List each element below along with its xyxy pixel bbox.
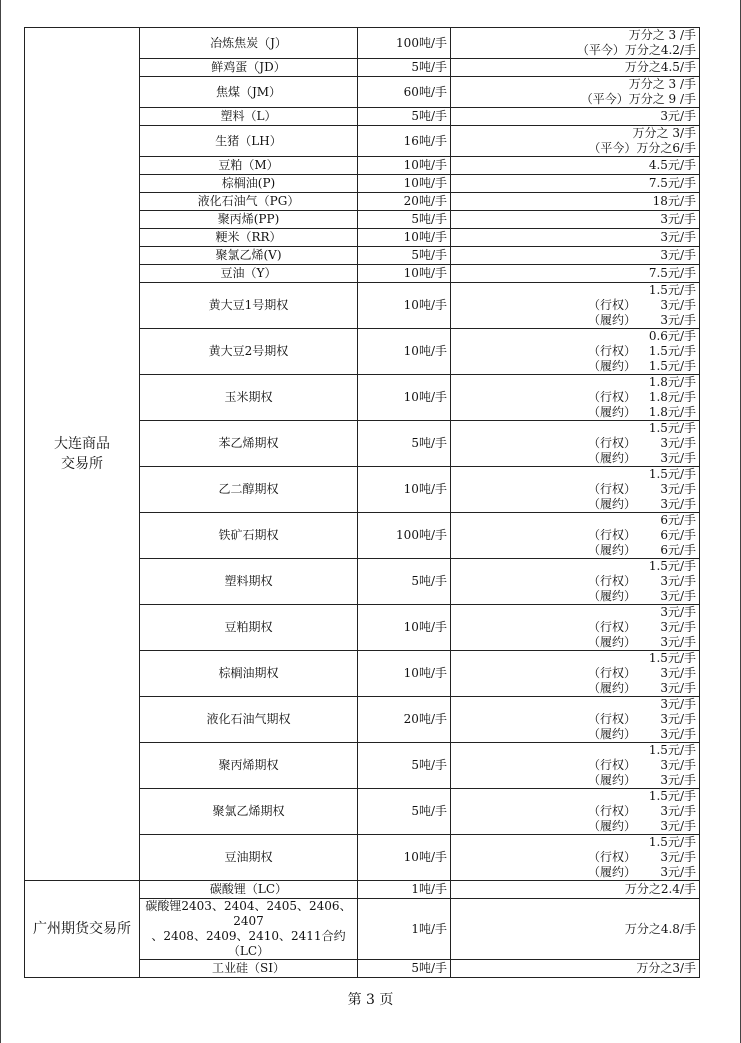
- fee-label: （履约）: [587, 819, 636, 833]
- fee-value: 1.5元/手: [648, 421, 696, 435]
- fee-value: 3元/手: [660, 712, 696, 726]
- fee-line: [451, 212, 696, 227]
- fee-line: [451, 482, 696, 497]
- fee-label: [451, 697, 646, 712]
- contract-name: [140, 265, 358, 283]
- table-row: [25, 881, 700, 899]
- table-row: [25, 28, 700, 59]
- fee-value: 1.5元/手: [648, 559, 696, 573]
- trading-unit: 5吨/手: [358, 960, 451, 978]
- trading-unit: 5吨/手: [358, 247, 451, 265]
- contract-name: [140, 421, 358, 467]
- contract-name-line: 工业硅（SI）: [212, 961, 285, 975]
- trading-unit: 10吨/手: [358, 329, 451, 375]
- fee-label: （履约）: [587, 359, 636, 373]
- fee-value: 1.5元/手: [648, 344, 696, 358]
- fee-line: [451, 835, 696, 850]
- fee-cell: [451, 743, 700, 789]
- fee-line: [451, 819, 696, 834]
- trading-unit: 10吨/手: [358, 375, 451, 421]
- contract-name: [140, 193, 358, 211]
- fee-label: [451, 559, 646, 574]
- fee-label: [451, 651, 646, 666]
- fee-cell: [451, 421, 700, 467]
- fee-label: （行权）: [587, 758, 636, 772]
- fee-line: [451, 882, 696, 897]
- fee-cell: [451, 881, 700, 899]
- fee-value: （平今）万分之6/手: [588, 141, 696, 155]
- fee-value: 3元/手: [660, 865, 696, 879]
- fee-line: [451, 158, 696, 173]
- fee-cell: [451, 59, 700, 77]
- fee-label: （行权）: [587, 390, 636, 404]
- fee-line: [451, 28, 696, 43]
- fee-value: 1.8元/手: [648, 405, 696, 419]
- fee-line: [451, 390, 696, 405]
- fee-line: [451, 329, 696, 344]
- fee-line: [451, 559, 696, 574]
- fee-value: 3元/手: [660, 482, 696, 496]
- fee-line: [451, 375, 696, 390]
- fee-cell: [451, 513, 700, 559]
- fee-label: [451, 43, 577, 58]
- fee-label: [451, 743, 646, 758]
- fee-cell: [451, 697, 700, 743]
- fee-value: 3元/手: [660, 230, 696, 244]
- contract-name-line: 液化石油气（PG）: [197, 194, 300, 208]
- trading-unit: 10吨/手: [358, 175, 451, 193]
- trading-unit: 10吨/手: [358, 651, 451, 697]
- contract-name-line: 塑料（L）: [220, 109, 277, 123]
- fee-label: [451, 922, 625, 937]
- contract-name: [140, 247, 358, 265]
- fee-value: 3元/手: [660, 436, 696, 450]
- fee-cell: [451, 329, 700, 375]
- fee-line: [451, 850, 696, 865]
- fee-value: 1.5元/手: [648, 359, 696, 373]
- fee-value: 3元/手: [660, 681, 696, 695]
- fee-label: [451, 212, 646, 227]
- fee-value: 3元/手: [660, 248, 696, 262]
- fee-label: （履约）: [587, 451, 636, 465]
- fee-label: [451, 375, 646, 390]
- fee-line: [451, 528, 696, 543]
- contract-name: [140, 375, 358, 421]
- fee-label: （履约）: [587, 589, 636, 603]
- contract-name-line: 液化石油气期权: [206, 712, 291, 726]
- fee-line: [451, 620, 696, 635]
- fee-cell: [451, 126, 700, 157]
- contract-name: [140, 513, 358, 559]
- fee-value: 万分之 3 /手: [628, 28, 696, 42]
- fee-cell: [451, 651, 700, 697]
- contract-name-line: 乙二醇期权: [218, 482, 279, 496]
- fee-line: [451, 804, 696, 819]
- fee-line: [451, 712, 696, 727]
- page-number: 第 3 页: [347, 992, 394, 1008]
- fee-value: 1.5元/手: [648, 283, 696, 297]
- trading-unit: 5吨/手: [358, 559, 451, 605]
- fee-value: 3元/手: [660, 850, 696, 864]
- fee-cell: [451, 229, 700, 247]
- fee-value: 3元/手: [660, 697, 696, 711]
- fee-label: （履约）: [587, 865, 636, 879]
- fee-value: 6元/手: [660, 513, 696, 527]
- fee-line: [451, 313, 696, 328]
- trading-unit: 1吨/手: [358, 881, 451, 899]
- fee-value: 1.5元/手: [648, 835, 696, 849]
- contract-name-line: 黄大豆2号期权: [208, 344, 289, 358]
- fee-line: [451, 497, 696, 512]
- fee-value: 1.8元/手: [648, 390, 696, 404]
- fee-cell: [451, 283, 700, 329]
- fee-line: [451, 344, 696, 359]
- contract-name: [140, 59, 358, 77]
- fee-label: （行权）: [587, 482, 636, 496]
- fee-value: 万分之3/手: [636, 961, 696, 975]
- fee-line: [451, 758, 696, 773]
- fee-cell: [451, 375, 700, 421]
- fee-line: [451, 109, 696, 124]
- contract-name-line: 生猪（LH）: [215, 133, 282, 148]
- fee-value: 3元/手: [660, 666, 696, 680]
- fee-value: 3元/手: [660, 804, 696, 818]
- contract-name: [140, 283, 358, 329]
- trading-unit: 10吨/手: [358, 229, 451, 247]
- fee-label: [451, 126, 633, 141]
- fee-value: 万分之 3/手: [632, 126, 696, 140]
- exchange-cell: [25, 28, 140, 881]
- fee-value: 3元/手: [660, 497, 696, 511]
- trading-unit: 10吨/手: [358, 265, 451, 283]
- fee-line: [451, 727, 696, 742]
- fee-line: [451, 543, 696, 558]
- fee-line: [451, 230, 696, 245]
- fee-value: 3元/手: [660, 758, 696, 772]
- fee-value: 3元/手: [660, 727, 696, 741]
- fee-label: （行权）: [587, 666, 636, 680]
- fee-label: [451, 882, 625, 897]
- contract-name-line: 豆粕期权: [224, 620, 273, 634]
- fee-cell: [451, 28, 700, 59]
- fee-value: 3元/手: [660, 574, 696, 588]
- fee-label: [451, 248, 646, 263]
- contract-name-line: 碳酸锂2403、2404、2405、2406、2407: [145, 899, 352, 928]
- fee-label: （行权）: [587, 344, 636, 358]
- page-border-left: [0, 0, 1, 1043]
- fee-label: （行权）: [587, 804, 636, 818]
- fee-table: [24, 27, 700, 978]
- fee-cell: [451, 211, 700, 229]
- trading-unit: 10吨/手: [358, 605, 451, 651]
- fee-line: [451, 405, 696, 420]
- fee-label: [451, 141, 588, 156]
- fee-cell: [451, 265, 700, 283]
- fee-label: [451, 513, 646, 528]
- fee-label: （行权）: [587, 850, 636, 864]
- contract-name-line: 棕榈油期权: [218, 666, 279, 680]
- fee-value: 6元/手: [660, 528, 696, 542]
- fee-label: （履约）: [587, 497, 636, 511]
- fee-label: [451, 28, 629, 43]
- contract-name: [140, 743, 358, 789]
- contract-name: [140, 175, 358, 193]
- contract-name-line: 聚丙烯(PP): [217, 212, 280, 226]
- fee-label: （履约）: [587, 405, 636, 419]
- contract-name: [140, 77, 358, 108]
- fee-label: （履约）: [587, 543, 636, 557]
- fee-line: [451, 922, 696, 937]
- fee-value: 6元/手: [660, 543, 696, 557]
- fee-line: [451, 60, 696, 75]
- contract-name-line: 聚氯乙烯期权: [212, 804, 285, 818]
- fee-label: [451, 77, 629, 92]
- fee-cell: [451, 193, 700, 211]
- contract-name: [140, 559, 358, 605]
- contract-name-line: 碳酸锂（LC）: [209, 882, 288, 896]
- trading-unit: 10吨/手: [358, 467, 451, 513]
- trading-unit: 100吨/手: [358, 513, 451, 559]
- fee-label: [451, 789, 646, 804]
- contract-name: [140, 835, 358, 881]
- fee-label: [451, 266, 646, 281]
- contract-name: [140, 881, 358, 899]
- fee-label: [451, 961, 636, 976]
- fee-line: [451, 666, 696, 681]
- fee-value: 3元/手: [660, 451, 696, 465]
- contract-name: [140, 467, 358, 513]
- contract-name: [140, 157, 358, 175]
- fee-line: [451, 789, 696, 804]
- fee-value: 0.6元/手: [648, 329, 696, 343]
- fee-cell: [451, 175, 700, 193]
- trading-unit: 5吨/手: [358, 59, 451, 77]
- fee-value: 3元/手: [660, 109, 696, 123]
- fee-label: （行权）: [587, 574, 636, 588]
- fee-label: （履约）: [587, 635, 636, 649]
- fee-line: [451, 451, 696, 466]
- contract-name: [140, 960, 358, 978]
- exchange-name-line: 广州期货交易所: [33, 921, 131, 937]
- fee-line: [451, 605, 696, 620]
- fee-label: [451, 421, 646, 436]
- fee-value: 3元/手: [660, 605, 696, 619]
- fee-cell: [451, 835, 700, 881]
- fee-value: 3元/手: [660, 635, 696, 649]
- exchange-name-line: 交易所: [61, 456, 103, 472]
- fee-cell: [451, 247, 700, 265]
- fee-label: （履约）: [587, 727, 636, 741]
- fee-label: [451, 176, 646, 191]
- fee-label: （行权）: [587, 298, 636, 312]
- trading-unit: 16吨/手: [358, 126, 451, 157]
- trading-unit: 5吨/手: [358, 421, 451, 467]
- fee-label: [451, 283, 646, 298]
- contract-name-line: 豆油（Y）: [220, 266, 277, 280]
- trading-unit: 5吨/手: [358, 789, 451, 835]
- exchange-name-line: 大连商品: [54, 436, 110, 452]
- fee-line: [451, 43, 696, 58]
- fee-value: 1.5元/手: [648, 789, 696, 803]
- trading-unit: 5吨/手: [358, 211, 451, 229]
- fee-line: [451, 126, 696, 141]
- fee-value: 3元/手: [660, 298, 696, 312]
- contract-name-line: 铁矿石期权: [218, 528, 279, 542]
- fee-line: [451, 513, 696, 528]
- fee-cell: [451, 899, 700, 960]
- fee-cell: [451, 77, 700, 108]
- contract-name: [140, 229, 358, 247]
- fee-label: （履约）: [587, 313, 636, 327]
- contract-name: [140, 28, 358, 59]
- fee-line: [451, 298, 696, 313]
- fee-value: 万分之2.4/手: [624, 882, 696, 896]
- fee-label: [451, 605, 646, 620]
- fee-label: （履约）: [587, 681, 636, 695]
- contract-name-line: 黄大豆1号期权: [208, 298, 289, 312]
- fee-value: 7.5元/手: [648, 266, 696, 280]
- contract-name-line: 聚氯乙烯(V): [215, 248, 282, 262]
- fee-value: 18元/手: [652, 194, 696, 208]
- fee-line: [451, 589, 696, 604]
- contract-name: [140, 899, 358, 960]
- contract-name-line: 、2408、2409、2410、2411合约（LC）: [151, 929, 346, 958]
- contract-name-line: 聚丙烯期权: [218, 758, 279, 772]
- contract-name: [140, 108, 358, 126]
- trading-unit: 1吨/手: [358, 899, 451, 960]
- fee-value: 3元/手: [660, 819, 696, 833]
- trading-unit: 5吨/手: [358, 108, 451, 126]
- fee-value: 3元/手: [660, 212, 696, 226]
- trading-unit: 60吨/手: [358, 77, 451, 108]
- contract-name: [140, 651, 358, 697]
- trading-unit: 10吨/手: [358, 835, 451, 881]
- fee-cell: [451, 559, 700, 605]
- fee-label: [451, 60, 625, 75]
- trading-unit: 20吨/手: [358, 697, 451, 743]
- fee-line: [451, 436, 696, 451]
- fee-cell: [451, 157, 700, 175]
- fee-line: [451, 248, 696, 263]
- fee-label: （行权）: [587, 620, 636, 634]
- fee-label: （履约）: [587, 773, 636, 787]
- trading-unit: 5吨/手: [358, 743, 451, 789]
- fee-line: [451, 283, 696, 298]
- fee-value: 1.5元/手: [648, 651, 696, 665]
- fee-value: 1.5元/手: [648, 743, 696, 757]
- exchange-cell: [25, 881, 140, 978]
- fee-value: 3元/手: [660, 589, 696, 603]
- contract-name: [140, 789, 358, 835]
- fee-label: [451, 329, 646, 344]
- contract-name-line: 塑料期权: [224, 574, 273, 588]
- fee-value: 3元/手: [660, 773, 696, 787]
- fee-label: [451, 158, 646, 173]
- contract-name-line: 玉米期权: [224, 390, 273, 404]
- fee-value: 3元/手: [660, 313, 696, 327]
- fee-label: [451, 230, 646, 245]
- contract-name: [140, 126, 358, 157]
- contract-name: [140, 211, 358, 229]
- fee-label: [451, 835, 646, 850]
- fee-line: [451, 773, 696, 788]
- contract-name-line: 粳米（RR）: [215, 230, 282, 244]
- fee-line: [451, 865, 696, 880]
- fee-value: 3元/手: [660, 620, 696, 634]
- contract-name-line: 苯乙烯期权: [218, 436, 279, 450]
- fee-label: [451, 467, 646, 482]
- contract-name: [140, 329, 358, 375]
- fee-value: 万分之4.5/手: [624, 60, 696, 74]
- fee-value: 1.8元/手: [648, 375, 696, 389]
- trading-unit: 10吨/手: [358, 283, 451, 329]
- fee-line: [451, 961, 696, 976]
- contract-name-line: 豆粕（M）: [218, 158, 279, 172]
- fee-line: [451, 651, 696, 666]
- fee-line: [451, 743, 696, 758]
- fee-line: [451, 467, 696, 482]
- fee-line: [451, 77, 696, 92]
- fee-line: [451, 697, 696, 712]
- contract-name-line: 冶炼焦炭（J）: [210, 35, 287, 50]
- fee-label: [451, 92, 581, 107]
- fee-cell: [451, 467, 700, 513]
- contract-name: [140, 605, 358, 651]
- contract-name-line: 棕榈油(P): [221, 176, 276, 190]
- fee-line: [451, 635, 696, 650]
- fee-value: 1.5元/手: [648, 467, 696, 481]
- fee-cell: [451, 605, 700, 651]
- fee-cell: [451, 789, 700, 835]
- fee-value: 4.5元/手: [648, 158, 696, 172]
- trading-unit: 10吨/手: [358, 157, 451, 175]
- trading-unit: 100吨/手: [358, 28, 451, 59]
- fee-value: （平今）万分之 9 /手: [580, 92, 696, 106]
- fee-label: （行权）: [587, 712, 636, 726]
- fee-value: 7.5元/手: [648, 176, 696, 190]
- fee-line: [451, 194, 696, 209]
- fee-value: （平今）万分之4.2/手: [576, 43, 696, 57]
- fee-value: 万分之 3 /手: [628, 77, 696, 91]
- fee-cell: [451, 960, 700, 978]
- fee-line: [451, 421, 696, 436]
- fee-label: [451, 194, 646, 209]
- contract-name: [140, 697, 358, 743]
- contract-name-line: 豆油期权: [224, 850, 273, 864]
- fee-line: [451, 574, 696, 589]
- fee-label: [451, 109, 646, 124]
- fee-line: [451, 266, 696, 281]
- fee-line: [451, 141, 696, 156]
- fee-label: （行权）: [587, 436, 636, 450]
- fee-label: （行权）: [587, 528, 636, 542]
- fee-value: 万分之4.8/手: [624, 921, 696, 936]
- contract-name-line: 鲜鸡蛋（JD）: [211, 60, 286, 74]
- contract-name-line: 焦煤（JM）: [215, 84, 282, 99]
- fee-line: [451, 359, 696, 374]
- trading-unit: 20吨/手: [358, 193, 451, 211]
- fee-line: [451, 92, 696, 107]
- fee-cell: [451, 108, 700, 126]
- fee-line: [451, 176, 696, 191]
- fee-line: [451, 681, 696, 696]
